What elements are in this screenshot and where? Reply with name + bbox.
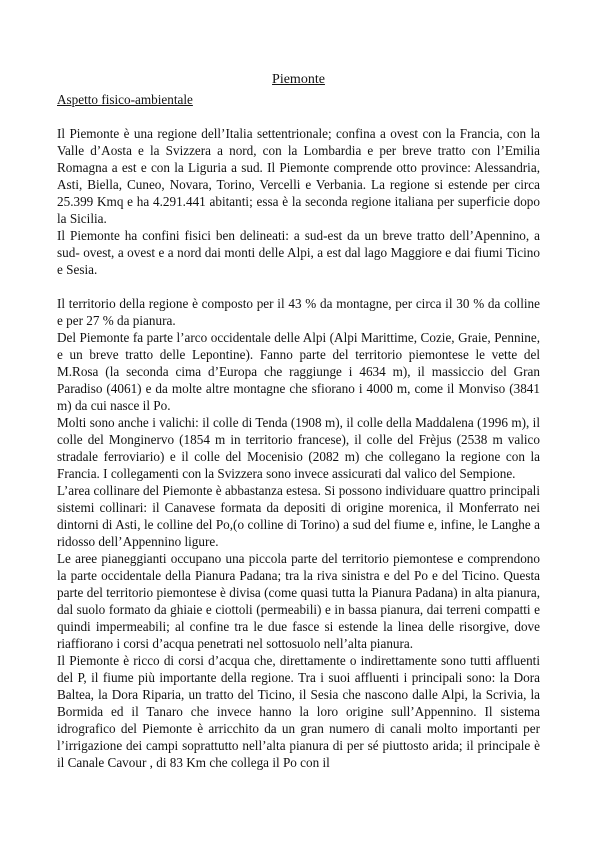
blank-line — [57, 108, 540, 125]
paragraph-hills: L’area collinare del Piemonte è abbastanza estesa. Si possono individuare quattro principali sistemi collinari: il Canavese formata da depositi di origine morenica, il Monferrato nei dintorni di Asti, le colline del Po,(o colline di Torino) a sud del fiume e, infine, le Langhe a ridosso dell’Appennino ligure. — [57, 483, 540, 549]
paragraph-passes: Molti sono anche i valichi: il colle di Tenda (1908 m), il colle della Maddalena (1996 m), il colle del Monginervo (1854 m in territorio francese), il colle del Frèjus (2538 m valico stradale ferroviario) e il colle del Mocenisio (2082 m) che collegano la regione con la Francia. I collegamenti con la Svizzera sono invece assicurati dal valico del Sempione. — [57, 415, 540, 481]
paragraph-plains: Le aree pianeggianti occupano una piccola parte del territorio piemontese e comprendono la parte occidentale della Pianura Padana; tra la riva sinistra e del Po e del Ticino. Questa parte del territorio piemontese è divisa (come quasi tutta la Pianura Padana) in alta pianura, dal suolo formato da ghiaie e ciottoli (permeabili) e in bassa pianura, dai terreni compatti e quindi impermeabili; al confine tra le due fasce si estende la linea delle risorgive, dove riaffiorano i corsi d’acqua penetrati nel sottosuolo nell’alta pianura. — [57, 551, 540, 651]
paragraph-intro: Il Piemonte è una regione dell’Italia settentrionale; confina a ovest con la Francia, con la Valle d’Aosta e la Svizzera a nord, con la Lombardia e per breve tratto con l’Emilia Romagna a est e con la Liguria a sud. Il Piemonte comprende otto province: Alessandria, Asti, Biella, Cuneo, Novara, Torino, Vercelli e Verbania. La regione si estende per circa 25.399 Kmq e ha 4.291.441 abitanti; essa è la seconda regione italiana per superficie dopo la Sicilia. — [57, 126, 540, 226]
section-heading: Aspetto fisico-ambientale — [57, 92, 193, 107]
page-title: Piemonte — [272, 72, 325, 87]
blank-line — [57, 278, 540, 295]
paragraph-rivers: Il Piemonte è ricco di corsi d’acqua che, direttamente o indirettamente sono tutti affluenti del P, il fiume più importante della regione. Tra i suoi affluenti i principali sono: la Dora Baltea, la Dora Riparia, un tratto del Ticino, il Sesia che nascono dalle Alpi, la Scrivia, la Bormida ed il Tanaro che invece hanno la loro origine sull’Appennino. Il sistema idrografico del Piemonte è arricchito da un gran numero di canali molto importanti per l’irrigazione dei campi soprattutto nell’alta pianura di per sé piuttosto arida; il principale è il Canale Cavour , di 83 Km che collega il Po con il — [57, 653, 540, 770]
paragraph-borders: Il Piemonte ha confini fisici ben delineati: a sud-est da un breve tratto dell’Apennino, a sud- ovest, a ovest e a nord dai monti delle Alpi, a est dal lago Maggiore e dai fiumi Ticino e Sesia. — [57, 228, 540, 277]
paragraph-territory: Il territorio della regione è composto per il 43 % da montagne, per circa il 30 % da colline e per 27 % da pianura. — [57, 296, 540, 328]
document-page — [57, 71, 540, 771]
paragraph-alps: Del Piemonte fa parte l’arco occidentale delle Alpi (Alpi Marittime, Cozie, Graie, Pennine, e un breve tratto delle Lepontine). Fanno parte del territorio piemontese le vette del M.Rosa (la seconda cima d’Europa che raggiunge i 4634 m), il massiccio del Gran Paradiso (4061) e da molte altre montagne che sfiorano i 4000 m, come il Monviso (3841 m) da cui nasce il Po. — [57, 330, 540, 413]
